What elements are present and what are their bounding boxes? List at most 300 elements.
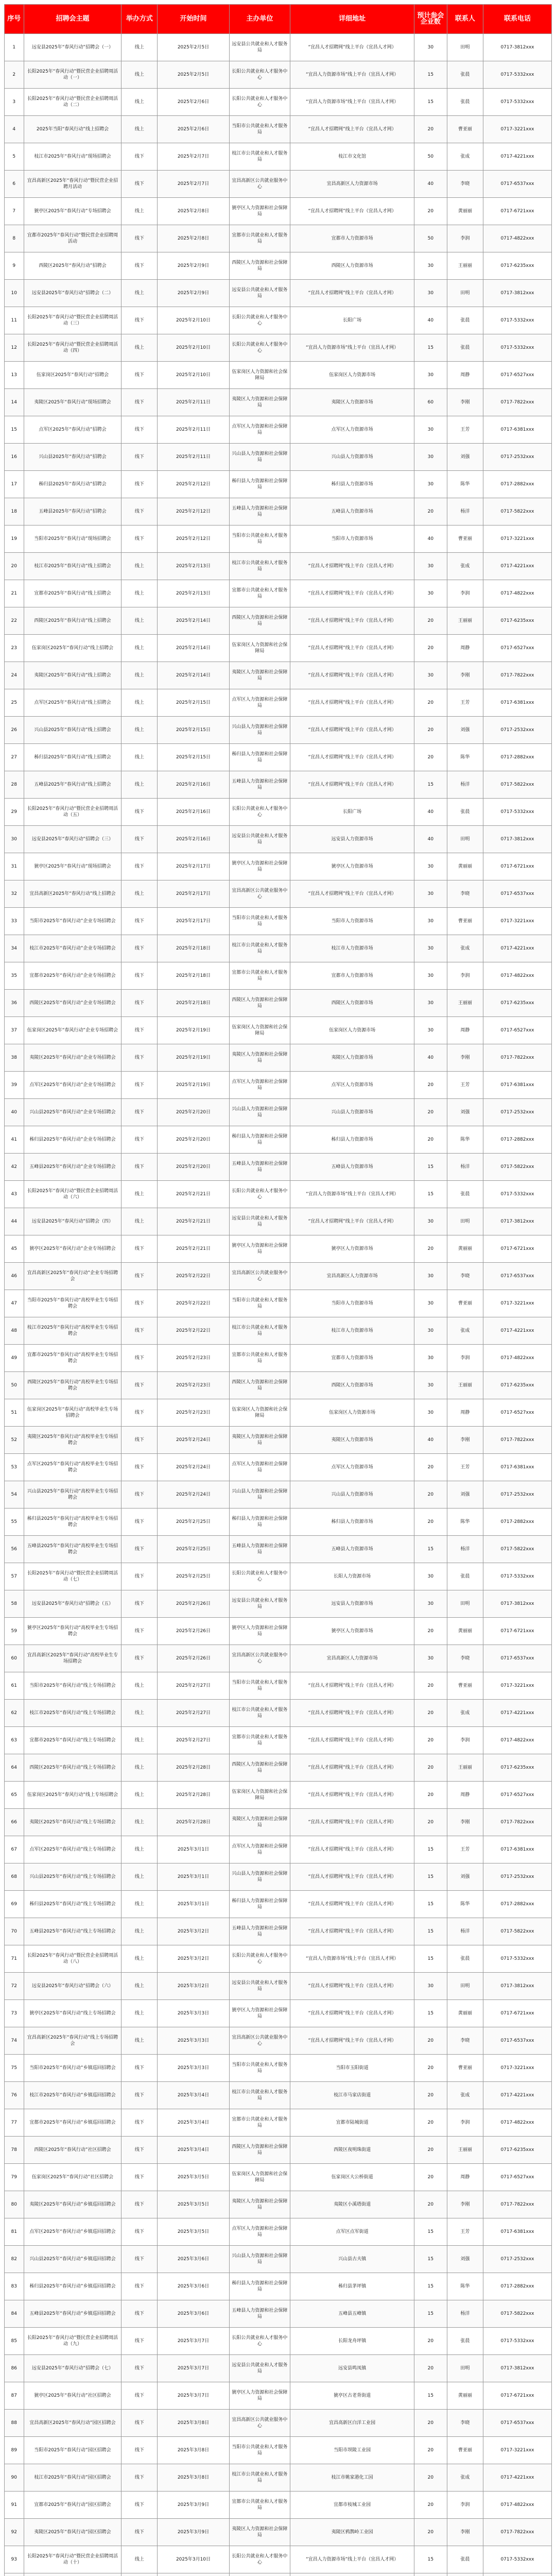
cell-title: 伍家岗区2025年“春风行动”高校毕业生专场招聘会: [24, 1399, 121, 1427]
cell-mode: 线下: [121, 2109, 158, 2137]
cell-address: “宜昌人才招聘网”线上平台（宜昌人才网）: [290, 880, 414, 908]
cell-phone: 0717-5332xxx: [483, 334, 551, 362]
cell-index: 11: [5, 307, 24, 334]
cell-mode: 线下: [121, 1154, 158, 1181]
table-row: [5, 1891, 552, 1918]
cell-phone: 0717-6235xxx: [483, 607, 551, 635]
cell-title: 兴山县2025年“春风行动”招聘会: [24, 444, 121, 471]
cell-start-time: 2025年3月4日: [158, 2109, 229, 2137]
cell-phone: 0717-2882xxx: [483, 471, 551, 498]
cell-title: 枝江市2025年“春风行动”企业专场招聘会: [24, 935, 121, 962]
cell-organizer: 兴山县人力资源和社会保障局: [229, 717, 290, 744]
table-row: [5, 2464, 552, 2492]
cell-phone: 0717-3812xxx: [483, 826, 551, 853]
cell-mode: 线下: [121, 2519, 158, 2546]
cell-company-count: 30: [414, 1017, 447, 1044]
cell-contact: 杨洋: [447, 1154, 483, 1181]
cell-address: 五峰县人力资源市场: [290, 498, 414, 526]
cell-company-count: 15: [414, 1836, 447, 1863]
cell-mode: 线下: [121, 389, 158, 416]
table-row: [5, 2109, 552, 2137]
cell-title: 点军区2025年“春风行动”企业专场招聘会: [24, 1072, 121, 1099]
cell-contact: 张晨: [447, 2328, 483, 2355]
cell-start-time: 2025年2月6日: [158, 89, 229, 116]
cell-title: 2025年当阳“春风行动”线上招聘会: [24, 116, 121, 143]
cell-start-time: 2025年2月24日: [158, 1427, 229, 1454]
cell-address: 当阳市玉阳街道: [290, 2055, 414, 2082]
cell-title: 枝江市2025年“春风行动”线上专场招聘会: [24, 1700, 121, 1727]
cell-phone: 0717-4221xxx: [483, 143, 551, 171]
cell-address: 点军区人力资源市场: [290, 1072, 414, 1099]
cell-contact: 张晨: [447, 61, 483, 89]
cell-organizer: 五峰县人力资源和社会保障局: [229, 1154, 290, 1181]
table-row: [5, 2355, 552, 2382]
cell-title: 秭归县2025年“春风行动”线上专场招聘会: [24, 1891, 121, 1918]
cell-contact: 张成: [447, 1700, 483, 1727]
cell-address: 宜都市陆城街道: [290, 2109, 414, 2137]
cell-index: 65: [5, 1782, 24, 1809]
cell-phone: 0717-2882xxx: [483, 744, 551, 771]
cell-organizer: 兴山县人力资源和社会保障局: [229, 2246, 290, 2273]
cell-index: 79: [5, 2164, 24, 2191]
cell-address: 宜都市人力资源市场: [290, 962, 414, 990]
cell-index: 82: [5, 2246, 24, 2273]
cell-phone: 0717-3221xxx: [483, 116, 551, 143]
cell-contact: 刘强: [447, 1863, 483, 1891]
cell-start-time: 2025年2月27日: [158, 1672, 229, 1700]
cell-phone: 0717-6381xxx: [483, 1454, 551, 1481]
cell-title: 点军区2025年“春风行动”线上专场招聘会: [24, 1836, 121, 1863]
cell-company-count: 20: [414, 1809, 447, 1836]
cell-address: 夷陵区鸦鹊岭工业园: [290, 2519, 414, 2546]
cell-mode: 线下: [121, 908, 158, 935]
cell-contact: 李刚: [447, 1809, 483, 1836]
cell-title: 枝江市2025年“春风行动”高校毕业生专场招聘会: [24, 1317, 121, 1345]
cell-contact: 黄丽丽: [447, 1235, 483, 1263]
cell-company-count: 20: [414, 2492, 447, 2519]
cell-address: 猇亭区人力资源市场: [290, 1618, 414, 1645]
table-row: [5, 1399, 552, 1427]
cell-company-count: 30: [414, 1645, 447, 1672]
cell-phone: 0717-4221xxx: [483, 2082, 551, 2109]
cell-title: 伍家岗区2025年“春风行动”社区招聘会: [24, 2164, 121, 2191]
table-row: [5, 1099, 552, 1126]
table-row: [5, 1727, 552, 1754]
cell-title: 宜昌高新区2025年“春风行动”线上专场招聘会: [24, 2027, 121, 2055]
cell-company-count: 30: [414, 1563, 447, 1590]
cell-organizer: [229, 2573, 290, 2576]
cell-index: 46: [5, 1263, 24, 1290]
cell-contact: 王丽丽: [447, 1372, 483, 1399]
cell-contact: 曹亚丽: [447, 2055, 483, 2082]
cell-organizer: 远安县公共就业和人才服务局: [229, 1208, 290, 1235]
cell-title: 点军区2025年“春风行动”高校毕业生专场招聘会: [24, 1454, 121, 1481]
cell-index: 63: [5, 1727, 24, 1754]
cell-mode: 线上: [121, 198, 158, 225]
cell-index: 44: [5, 1208, 24, 1235]
cell-organizer: 宜都市公共就业和人才服务局: [229, 1345, 290, 1372]
cell-organizer: 猇亭区人力资源和社会保障局: [229, 198, 290, 225]
cell-mode: 线上: [121, 1672, 158, 1700]
cell-organizer: 枝江市公共就业和人才服务局: [229, 935, 290, 962]
cell-phone: 0717-3812xxx: [483, 1590, 551, 1618]
cell-start-time: 2025年3月5日: [158, 2164, 229, 2191]
table-row: [5, 89, 552, 116]
cell-phone: 0717-7822xxx: [483, 1427, 551, 1454]
cell-start-time: 2025年2月5日: [158, 61, 229, 89]
cell-organizer: 远安县公共就业和人才服务局: [229, 1590, 290, 1618]
cell-start-time: 2025年3月8日: [158, 2437, 229, 2464]
cell-index: 27: [5, 744, 24, 771]
cell-index: 26: [5, 717, 24, 744]
cell-title: 宜都市2025年“春风行动”线上招聘会: [24, 580, 121, 607]
cell-index: 37: [5, 1017, 24, 1044]
cell-contact: 张晨: [447, 334, 483, 362]
cell-contact: 李晓: [447, 1645, 483, 1672]
header-address: 详细地址: [290, 5, 414, 34]
cell-address: “宜昌人力资源市场”线上平台（宜昌人才网）: [290, 334, 414, 362]
cell-contact: 陈华: [447, 2273, 483, 2300]
cell-address: 枝江市文化馆: [290, 143, 414, 171]
cell-company-count: 15: [414, 771, 447, 799]
cell-start-time: 2025年3月4日: [158, 2137, 229, 2164]
cell-start-time: 2025年2月17日: [158, 853, 229, 880]
cell-index: 56: [5, 1536, 24, 1563]
cell-address: “宜昌人才招聘网”线上平台（宜昌人才网）: [290, 717, 414, 744]
cell-address: 西陵区人力资源市场: [290, 1372, 414, 1399]
table-row: [5, 580, 552, 607]
cell-company-count: 15: [414, 1536, 447, 1563]
cell-start-time: 2025年2月7日: [158, 171, 229, 198]
cell-contact: 李晓: [447, 880, 483, 908]
cell-contact: 李刚: [447, 662, 483, 689]
cell-mode: 线下: [121, 1399, 158, 1427]
cell-organizer: 长阳公共就业和人才服务中心: [229, 307, 290, 334]
cell-company-count: 20: [414, 744, 447, 771]
table-row: [5, 1945, 552, 1973]
cell-title: 点军区2025年“春风行动”招聘会: [24, 416, 121, 444]
cell-index: 28: [5, 771, 24, 799]
cell-mode: 线上: [121, 662, 158, 689]
cell-company-count: 30: [414, 1590, 447, 1618]
table-row: [5, 962, 552, 990]
table-row: [5, 2000, 552, 2027]
cell-start-time: 2025年3月6日: [158, 2273, 229, 2300]
cell-company-count: 15: [414, 1891, 447, 1918]
cell-address: “宜昌人才招聘网”线上平台（宜昌人才网）: [290, 2027, 414, 2055]
cell-start-time: 2025年3月4日: [158, 2082, 229, 2109]
cell-company-count: 20: [414, 717, 447, 744]
cell-phone: 0717-5332xxx: [483, 1181, 551, 1208]
cell-title: 西陵区2025年“春风行动”企业专场招聘会: [24, 990, 121, 1017]
cell-title: 夷陵区2025年“春风行动”线上专场招聘会: [24, 1809, 121, 1836]
table-row: [5, 1126, 552, 1154]
cell-contact: 陈华: [447, 1126, 483, 1154]
cell-index: 86: [5, 2355, 24, 2382]
cell-contact: 刘强: [447, 717, 483, 744]
cell-title: 长阳2025年“春风行动”暨民营企业招聘周活动（八）: [24, 1945, 121, 1973]
cell-mode: 线下: [121, 2300, 158, 2328]
table-row: [5, 853, 552, 880]
cell-mode: 线上: [121, 635, 158, 662]
cell-organizer: 猇亭区人力资源和社会保障局: [229, 2382, 290, 2410]
cell-start-time: 2025年3月10日: [158, 2546, 229, 2573]
cell-contact: 周静: [447, 1399, 483, 1427]
cell-phone: 0717-5332xxx: [483, 89, 551, 116]
cell-start-time: 2025年2月18日: [158, 962, 229, 990]
cell-contact: 王丽丽: [447, 1754, 483, 1782]
cell-organizer: 伍家岗区人力资源和社会保障局: [229, 1017, 290, 1044]
cell-start-time: 2025年3月5日: [158, 2218, 229, 2246]
cell-start-time: 2025年2月26日: [158, 1645, 229, 1672]
cell-index: 20: [5, 553, 24, 580]
cell-mode: 线下: [121, 1317, 158, 1345]
table-row: [5, 2328, 552, 2355]
cell-mode: 线上: [121, 1891, 158, 1918]
cell-contact: 曹亚丽: [447, 908, 483, 935]
cell-start-time: 2025年2月15日: [158, 717, 229, 744]
cell-index: 13: [5, 362, 24, 389]
cell-contact: 李刚: [447, 1427, 483, 1454]
cell-contact: 黄丽丽: [447, 198, 483, 225]
cell-start-time: 2025年2月10日: [158, 362, 229, 389]
cell-address: 五峰县五峰镇: [290, 2300, 414, 2328]
cell-phone: 0717-5822xxx: [483, 2300, 551, 2328]
table-row: [5, 389, 552, 416]
cell-mode: 线下: [121, 2328, 158, 2355]
cell-phone: 0717-2882xxx: [483, 1509, 551, 1536]
table-row: [5, 1427, 552, 1454]
cell-title: 远安县2025年“春风行动”招聘会（三）: [24, 826, 121, 853]
cell-mode: 线下: [121, 799, 158, 826]
cell-title: 兴山县2025年“春风行动”线上招聘会: [24, 717, 121, 744]
cell-address: 远安县人力资源市场: [290, 826, 414, 853]
cell-title: 枝江市2025年“春风行动”园区招聘会: [24, 2464, 121, 2492]
cell-mode: 线下: [121, 1290, 158, 1317]
cell-address: 宜昌高新区白洋工业园: [290, 2410, 414, 2437]
cell-mode: 线下: [121, 2437, 158, 2464]
cell-index: 2: [5, 61, 24, 89]
cell-mode: 线下: [121, 1044, 158, 1072]
cell-index: 17: [5, 471, 24, 498]
cell-address: “宜昌人才招聘网”线上平台（宜昌人才网）: [290, 1918, 414, 1945]
cell-address: 夷陵区小溪塔街道: [290, 2191, 414, 2218]
table-row: [5, 1809, 552, 1836]
cell-title: 夷陵区2025年“春风行动”园区招聘会: [24, 2519, 121, 2546]
cell-index: 89: [5, 2437, 24, 2464]
cell-title: 夷陵区2025年“春风行动”高校毕业生专场招聘会: [24, 1427, 121, 1454]
cell-company-count: 20: [414, 1727, 447, 1754]
cell-index: 84: [5, 2300, 24, 2328]
table-row: [5, 1263, 552, 1290]
header-phone: 联系电话: [483, 5, 551, 34]
cell-phone: 0717-6381xxx: [483, 1072, 551, 1099]
cell-index: 71: [5, 1945, 24, 1973]
cell-index: 35: [5, 962, 24, 990]
cell-index: 18: [5, 498, 24, 526]
cell-index: 7: [5, 198, 24, 225]
cell-address: 兴山县人力资源市场: [290, 444, 414, 471]
cell-start-time: 2025年2月24日: [158, 1481, 229, 1509]
cell-address: [290, 2573, 414, 2576]
cell-contact: 张成: [447, 143, 483, 171]
cell-start-time: 2025年2月8日: [158, 198, 229, 225]
cell-company-count: 20: [414, 498, 447, 526]
cell-address: 兴山县古夫镇: [290, 2246, 414, 2273]
cell-title: 兴山县2025年“春风行动”乡镇巡回招聘会: [24, 2246, 121, 2273]
cell-phone: [483, 2573, 551, 2576]
cell-index: 74: [5, 2027, 24, 2055]
cell-contact: 黄丽丽: [447, 1618, 483, 1645]
cell-index: 42: [5, 1154, 24, 1181]
cell-mode: 线下: [121, 1481, 158, 1509]
cell-title: 夷陵区2025年“春风行动”乡镇巡回招聘会: [24, 2191, 121, 2218]
cell-start-time: 2025年2月11日: [158, 416, 229, 444]
cell-index: 47: [5, 1290, 24, 1317]
cell-contact: 王丽丽: [447, 990, 483, 1017]
cell-title: 远安县2025年“春风行动”招聘会（五）: [24, 1590, 121, 1618]
cell-mode: 线下: [121, 307, 158, 334]
table-row: [5, 1181, 552, 1208]
cell-title: 长阳2025年“春风行动”暨民营企业招聘周活动（一）: [24, 61, 121, 89]
cell-mode: [121, 2573, 158, 2576]
cell-mode: 线下: [121, 1126, 158, 1154]
cell-phone: 0717-2882xxx: [483, 1891, 551, 1918]
cell-contact: 张晨: [447, 799, 483, 826]
cell-phone: 0717-5822xxx: [483, 1154, 551, 1181]
cell-phone: 0717-5332xxx: [483, 307, 551, 334]
cell-title: 秭归县2025年“春风行动”线上招聘会: [24, 744, 121, 771]
cell-company-count: 15: [414, 1863, 447, 1891]
cell-organizer: 当阳市公共就业和人才服务局: [229, 1672, 290, 1700]
cell-company-count: 30: [414, 471, 447, 498]
cell-phone: 0717-4822xxx: [483, 2492, 551, 2519]
cell-address: 伍家岗区大公桥街道: [290, 2164, 414, 2191]
cell-company-count: 20: [414, 607, 447, 635]
table-row: [5, 880, 552, 908]
cell-contact: 周静: [447, 1017, 483, 1044]
cell-title: 长阳2025年“春风行动”暨民营企业招聘周活动（十）: [24, 2546, 121, 2573]
cell-title: 宜昌高新区2025年“春风行动”线上招聘会: [24, 880, 121, 908]
cell-company-count: 30: [414, 1973, 447, 2000]
cell-company-count: 15: [414, 1918, 447, 1945]
cell-address: 远安县鸣凤镇: [290, 2355, 414, 2382]
cell-mode: 线下: [121, 416, 158, 444]
cell-phone: 0717-4822xxx: [483, 962, 551, 990]
cell-index: 64: [5, 1754, 24, 1782]
cell-organizer: 夷陵区人力资源和社会保障局: [229, 1427, 290, 1454]
table-row: [5, 362, 552, 389]
cell-organizer: 伍家岗区人力资源和社会保障局: [229, 1399, 290, 1427]
cell-company-count: 40: [414, 799, 447, 826]
cell-contact: 李晓: [447, 2410, 483, 2437]
cell-start-time: [158, 2573, 229, 2576]
cell-mode: 线下: [121, 2382, 158, 2410]
cell-organizer: 猇亭区人力资源和社会保障局: [229, 1618, 290, 1645]
cell-address: 伍家岗区人力资源市场: [290, 1399, 414, 1427]
cell-start-time: 2025年2月5日: [158, 34, 229, 61]
cell-organizer: 西陵区人力资源和社会保障局: [229, 1372, 290, 1399]
cell-mode: 线下: [121, 526, 158, 553]
table-row: [5, 635, 552, 662]
cell-title: 宜昌高新区2025年“春风行动”企业专场招聘会: [24, 1263, 121, 1290]
cell-contact: 李刚: [447, 1044, 483, 1072]
cell-index: 29: [5, 799, 24, 826]
cell-mode: 线上: [121, 334, 158, 362]
cell-index: 6: [5, 171, 24, 198]
cell-title: 当阳市2025年“春风行动”乡镇巡回招聘会: [24, 2055, 121, 2082]
cell-organizer: 当阳市公共就业和人才服务局: [229, 1290, 290, 1317]
table-row: [5, 280, 552, 307]
cell-contact: 李刚: [447, 2191, 483, 2218]
cell-title: 秭归县2025年“春风行动”高校毕业生专场招聘会: [24, 1509, 121, 1536]
cell-company-count: 15: [414, 2000, 447, 2027]
cell-phone: 0717-6235xxx: [483, 1372, 551, 1399]
cell-contact: 李润: [447, 1345, 483, 1372]
cell-organizer: 夷陵区人力资源和社会保障局: [229, 389, 290, 416]
cell-mode: 线下: [121, 252, 158, 280]
cell-organizer: 伍家岗区人力资源和社会保障局: [229, 635, 290, 662]
cell-index: 87: [5, 2382, 24, 2410]
cell-organizer: 秭归县人力资源和社会保障局: [229, 2273, 290, 2300]
table-row: [5, 198, 552, 225]
cell-start-time: 2025年3月7日: [158, 2355, 229, 2382]
cell-organizer: 远安县公共就业和人才服务局: [229, 34, 290, 61]
cell-index: 25: [5, 689, 24, 717]
cell-start-time: 2025年2月28日: [158, 1754, 229, 1782]
cell-mode: 线下: [121, 362, 158, 389]
cell-title: 当阳市2025年“春风行动”高校毕业生专场招聘会: [24, 1290, 121, 1317]
cell-index: 16: [5, 444, 24, 471]
cell-title: 夷陵区2025年“春风行动”现场招聘会: [24, 389, 121, 416]
cell-company-count: 40: [414, 526, 447, 553]
cell-phone: 0717-4221xxx: [483, 1317, 551, 1345]
cell-mode: 线上: [121, 1945, 158, 1973]
cell-mode: 线下: [121, 1263, 158, 1290]
cell-index: 75: [5, 2055, 24, 2082]
cell-organizer: 夷陵区人力资源和社会保障局: [229, 662, 290, 689]
cell-company-count: 30: [414, 280, 447, 307]
cell-start-time: 2025年2月24日: [158, 1454, 229, 1481]
cell-company-count: 30: [414, 580, 447, 607]
cell-company-count: 40: [414, 307, 447, 334]
table-row: [5, 2546, 552, 2573]
cell-index: 55: [5, 1509, 24, 1536]
table-row: [5, 1918, 552, 1945]
cell-contact: 李润: [447, 1727, 483, 1754]
cell-company-count: 30: [414, 252, 447, 280]
table-row: [5, 1563, 552, 1590]
cell-contact: 杨洋: [447, 498, 483, 526]
cell-index: 83: [5, 2273, 24, 2300]
cell-organizer: 夷陵区人力资源和社会保障局: [229, 1044, 290, 1072]
cell-index: 12: [5, 334, 24, 362]
table-row: [5, 1618, 552, 1645]
cell-phone: 0717-6527xxx: [483, 1399, 551, 1427]
cell-address: “宜昌人才招聘网”线上平台（宜昌人才网）: [290, 662, 414, 689]
cell-contact: 田明: [447, 1208, 483, 1235]
cell-start-time: 2025年2月7日: [158, 143, 229, 171]
cell-address: 当阳市人力资源市场: [290, 526, 414, 553]
cell-company-count: 20: [414, 1235, 447, 1263]
cell-organizer: 夷陵区人力资源和社会保障局: [229, 1809, 290, 1836]
cell-organizer: 秭归县人力资源和社会保障局: [229, 1126, 290, 1154]
table-row: [5, 1590, 552, 1618]
cell-contact: 王芳: [447, 1454, 483, 1481]
cell-address: “宜昌人力资源市场”线上平台（宜昌人才网）: [290, 1945, 414, 1973]
cell-contact: 张晨: [447, 1563, 483, 1590]
cell-mode: 线下: [121, 1590, 158, 1618]
